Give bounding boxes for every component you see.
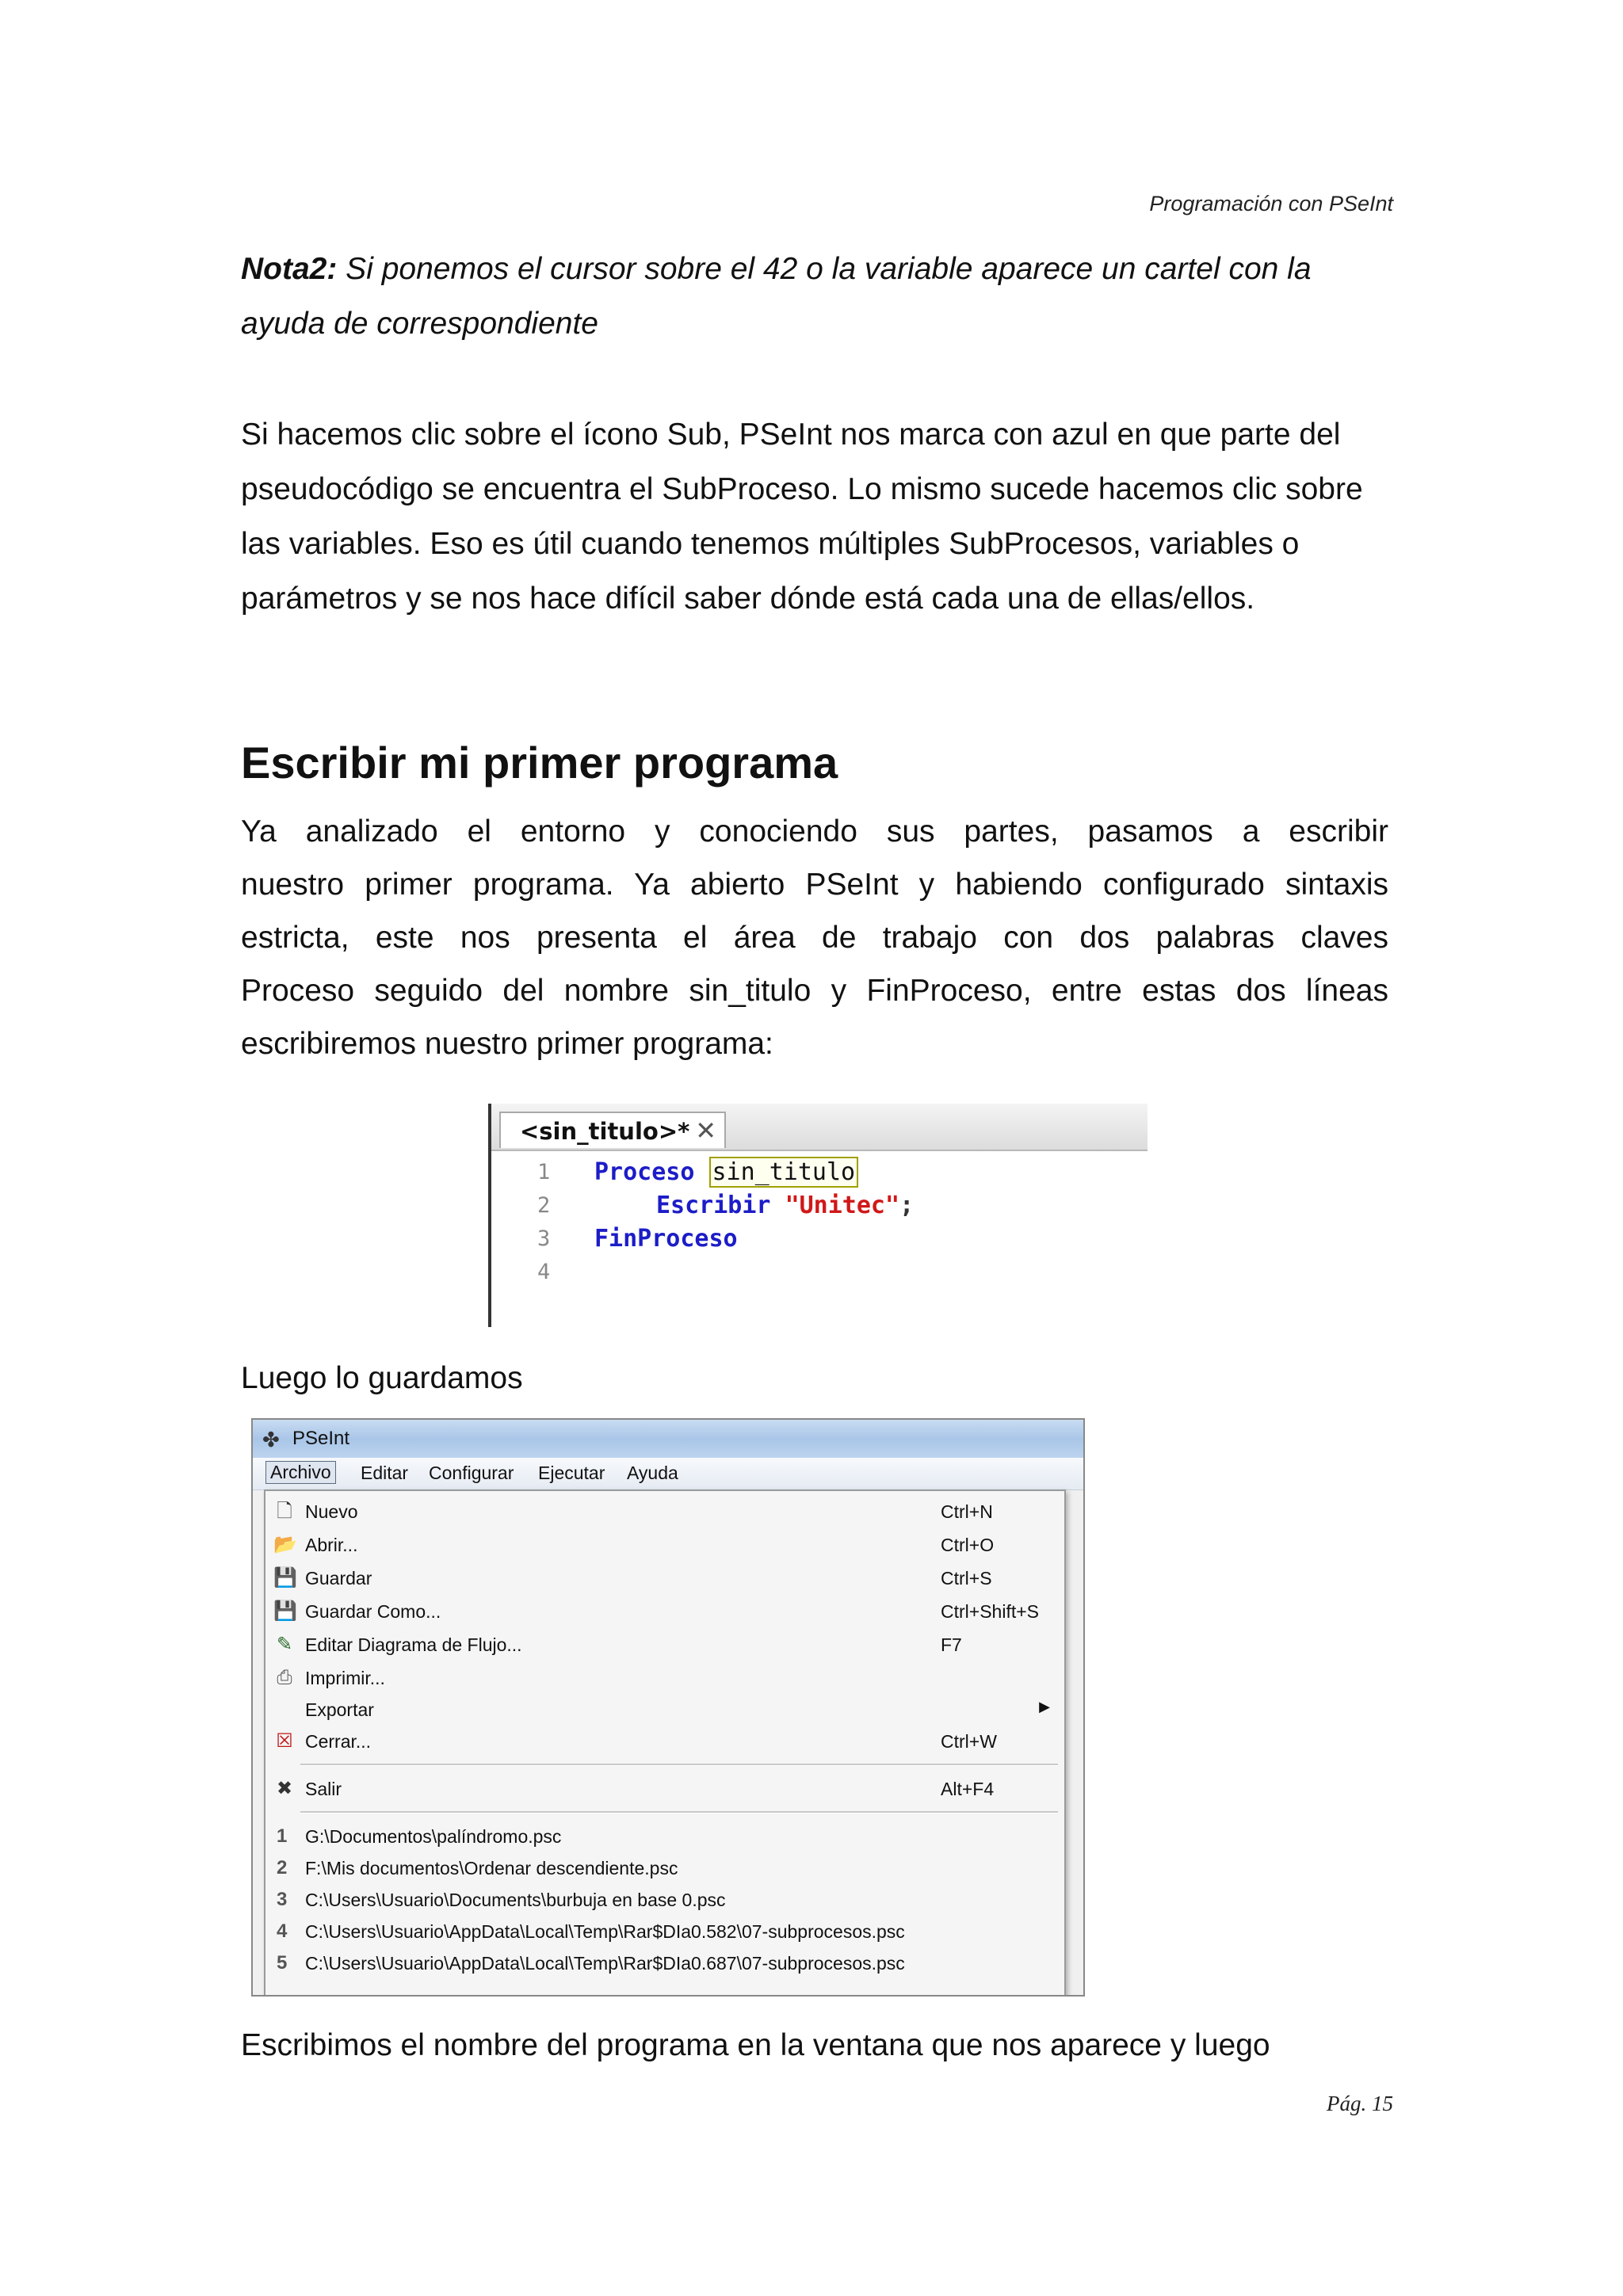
menu-archivo[interactable]: Archivo (265, 1461, 336, 1484)
menu-separator (300, 1811, 1058, 1814)
closing-paragraph: Escribimos el nombre del programa en la ventana que nos aparece y luego (241, 2028, 1270, 2062)
line-number: 3 (537, 1226, 551, 1251)
editor-tab-bar (491, 1104, 1148, 1151)
code-line (491, 1256, 1148, 1289)
code-editor-screenshot (488, 1104, 1148, 1327)
close-icon[interactable]: ✕ (695, 1116, 716, 1145)
note-text: Si ponemos el cursor sobre el 42 o la variable aparece un cartel con la ayuda de correspondiente (241, 252, 1312, 341)
menu-editar[interactable]: Editar (361, 1463, 409, 1483)
new-file-icon: 🗋 (277, 1501, 292, 1522)
recent-file-item[interactable]: 4 C:\Users\Usuario\AppData\Local\Temp\Rar$DIa0.582\07-subprocesos.psc (277, 1920, 905, 1942)
paragraph-line: Proceso seguido del nombre sin_titulo y FinProceso, entre estas dos líneas (241, 974, 1388, 1008)
keyword: Proceso (594, 1158, 695, 1186)
line-number: 1 (537, 1160, 551, 1184)
keyword: FinProceso (594, 1225, 738, 1253)
program-name: sin_titulo (709, 1157, 859, 1188)
menu-item-guardar[interactable]: 💾 Guardar Ctrl+S (273, 1567, 992, 1589)
line-number: 4 (537, 1260, 551, 1284)
section-title: Escribir mi primer programa (241, 738, 838, 788)
pseint-logo-icon: ✤ (262, 1428, 280, 1451)
menu-item-guardar-como[interactable]: 💾 Guardar Como... Ctrl+Shift+S (273, 1600, 1039, 1622)
flowchart-icon: ✎ (276, 1634, 293, 1655)
close-file-icon: ☒ (276, 1730, 293, 1752)
menu-item-exportar[interactable]: Exportar ▶ (305, 1699, 1050, 1720)
open-folder-icon: 📂 (273, 1534, 297, 1555)
menu-bar (253, 1458, 1083, 1490)
archivo-dropdown-menu (264, 1489, 1066, 1997)
line-number: 2 (537, 1193, 551, 1218)
note-label: Nota2: (241, 252, 338, 286)
recent-file-item[interactable]: 5 C:\Users\Usuario\AppData\Local\Temp\Rar$DIa0.687\07-subprocesos.psc (277, 1952, 905, 1974)
save-as-icon: 💾 (273, 1600, 297, 1622)
recent-file-item[interactable]: 3 C:\Users\Usuario\Documents\burbuja en base 0.psc (277, 1889, 726, 1910)
exit-icon: ✖ (276, 1778, 293, 1799)
code-line (491, 1189, 1148, 1222)
paragraph-sub-icon: Si hacemos clic sobre el ícono Sub, PSeInt nos marca con azul en que parte del pseudocódigo se encuentra el SubProceso. Lo mismo sucede hacemos clic sobre las variables. Eso es útil cuando tenemos múltiples SubProcesos, variables o parámetros y se nos hace difícil saber dónde está cada una de ellas/ellos. (241, 418, 1363, 616)
window-title: PSeInt (292, 1428, 350, 1449)
paragraph-line: escribiremos nuestro primer programa: (241, 1027, 773, 1061)
menu-item-cerrar[interactable]: ☒ Cerrar... Ctrl+W (265, 1726, 1064, 1757)
recent-file-item[interactable]: 2 F:\Mis documentos\Ordenar descendiente.psc (277, 1857, 678, 1878)
code-line (491, 1156, 1148, 1189)
paragraph-line: nuestro primer programa. Ya abierto PSeInt y habiendo configurado sintaxis (241, 868, 1388, 902)
string-literal: "Unitec" (785, 1192, 900, 1219)
note-paragraph (241, 242, 1388, 351)
recent-file-item[interactable]: 1 G:\Documentos\palíndromo.psc (277, 1825, 562, 1847)
menu-item-imprimir[interactable]: ⎙ Imprimir... (265, 1662, 1064, 1694)
submenu-arrow-icon: ▶ (1039, 1699, 1050, 1714)
menu-item-editar-diagrama[interactable]: ✎ Editar Diagrama de Flujo... F7 (265, 1629, 1064, 1661)
print-icon: ⎙ (277, 1667, 292, 1688)
paragraph-line: estricta, este nos presenta el área de trabajo con dos palabras claves (241, 921, 1388, 955)
menu-separator (300, 1764, 1058, 1766)
menu-item-nuevo[interactable]: 🗋 Nuevo Ctrl+N (265, 1496, 1064, 1527)
save-icon: 💾 (273, 1567, 297, 1589)
menu-ejecutar[interactable]: Ejecutar (538, 1463, 605, 1483)
paragraph-first-program (241, 805, 1388, 1070)
menu-configurar[interactable]: Configurar (429, 1463, 514, 1483)
keyword: Escribir (656, 1192, 771, 1219)
window-title-bar (253, 1420, 1083, 1458)
punctuation: ; (899, 1192, 915, 1219)
code-area[interactable] (491, 1151, 1148, 1327)
menu-item-abrir[interactable]: 📂 Abrir... Ctrl+O (273, 1534, 995, 1555)
menu-ayuda[interactable]: Ayuda (627, 1463, 678, 1483)
menu-item-salir[interactable]: ✖ Salir Alt+F4 (265, 1773, 1064, 1805)
code-line (491, 1222, 1148, 1256)
page-number: Pág. 15 (1327, 2092, 1393, 2115)
editor-tab-title: <sin_titulo>* (520, 1118, 690, 1145)
pseint-window-screenshot (251, 1418, 1085, 1997)
caption-save: Luego lo guardamos (241, 1361, 523, 1395)
editor-tab[interactable] (499, 1112, 726, 1148)
paragraph-line: Ya analizado el entorno y conociendo sus partes, pasamos a escribir (241, 814, 1388, 849)
running-header: Programación con PSeInt (1149, 192, 1393, 215)
